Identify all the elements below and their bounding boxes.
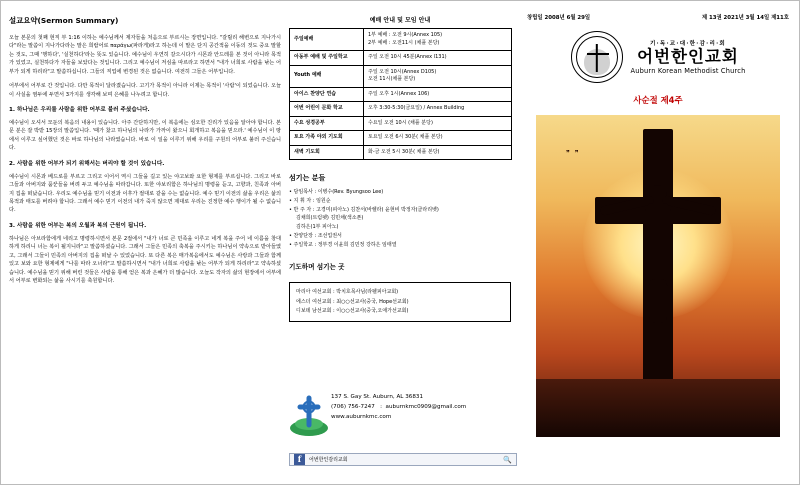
schedule-label: 수요 성경공부 [290, 116, 364, 131]
schedule-value [364, 29, 512, 51]
sermon-paragraph: 예수님이 시몬과 베드로를 부르고 그리고 이어서 역시 그들을 길고 있는 야고보와 요한 형제를 부르십니다. 그리고 바로 그들과 아버지와 품꾼들을 버려 두고 예수님을 따라갑니다. 또한 야보리함은 하나님의 명령을 듣고, 고향과, 친족과 아버지 집을 떠났습니다. 우리도 예수님을 믿기 이전과 이후가 절대로 같을 수는 없습니다. 예수 믿기 이전의 삶을 우리은 삶의 목적과 태도를 버려야 합니다. 그래서 예수 믿기 이전의 내가 죽지 않으면 제대로 우리는 진정한 예수 행이가 될 수 없습니다. [9, 173, 281, 214]
sermon-point-2: 2. 사람을 위한 어부가 되기 위해서는 버리야 할 것이 있습니다. [9, 160, 165, 167]
schedule-line: 2부 예배 : 오전11시 (채플 본당) [368, 39, 440, 46]
sermon-point-1: 1. 하나님은 우리를 사람을 위한 어부로 불러 주셨습니다. [9, 106, 150, 113]
list-item: 에스더 여선교회 : 최○○선교사(중국, Hope선교회) [296, 298, 409, 305]
issue-meta [525, 13, 791, 21]
schedule-line: 오전 11시(채플 본당) [368, 76, 416, 82]
schedule-value: 오후 3:30-5:30(금요일) / Annex Building [364, 102, 512, 117]
schedule-value [364, 65, 512, 87]
schedule-value: 주일 오전 10시 45분(Annex l131) [364, 51, 512, 66]
church-name-english: Auburn Korean Methodist Church [630, 67, 746, 76]
list-item: • 지 휘 자 : 임원순 [289, 197, 331, 204]
schedule-label: 새벽 기도회 [290, 145, 364, 160]
schedule-label: Youth 예배 [290, 65, 364, 87]
schedule-label: 아이스 찬양단 연습 [290, 87, 364, 102]
schedule-header: 예배 안내 및 모임 안내 [369, 17, 431, 24]
schedule-value: 주일 오후 1시(Annex 106) [364, 87, 512, 102]
table-row [290, 145, 512, 160]
table-row [290, 51, 512, 66]
church-contact-block [289, 393, 517, 422]
list-item: • 반 주 자 : 고경미(피아노) 김찬서(바렐라) 윤현비 박정자(클라리벳) [289, 206, 439, 213]
facebook-bar[interactable] [289, 453, 517, 466]
list-item: 김채희(트럼펫) 김민채(색소폰) [296, 215, 364, 222]
list-item: • 찬양단장 : 조선업권서 [289, 232, 342, 239]
table-row [290, 102, 512, 117]
schedule-value: 토요일 오전 6시 30분( 채플 본당) [364, 131, 512, 146]
table-row [290, 65, 512, 87]
search-icon[interactable]: 🔍 [503, 455, 512, 464]
table-row [290, 29, 512, 51]
church-name-korean: 어번한인교회 [637, 46, 739, 66]
list-item: 김하은(1부 피아노) [296, 224, 339, 230]
church-logo-icon [289, 395, 329, 437]
church-email[interactable]: auburnkmc0909@gmail.com [385, 403, 467, 410]
schedule-label: 토요 가족 야외 기도회 [290, 131, 364, 146]
church-phone: (706) 756-7247 [331, 403, 375, 410]
schedule-line: 주일 오전 10시(Annex D105) [368, 68, 437, 75]
sermon-summary-column [9, 15, 281, 473]
schedule-label: 어번 어린이 문화 학교 [290, 102, 364, 117]
schedule-label: 아동부 예배 및 주일학교 [290, 51, 364, 66]
list-item: • 주일학교 : 정부경 이윤희 김민정 강하은 임태열 [289, 241, 397, 248]
prayer-title: 기도하며 섬기는 곳 [289, 263, 345, 272]
cross-and-flame-icon [571, 31, 623, 83]
sermon-paragraph: 예수님이 오셔서 모둔의 복음의 내용이 있습니다. 아주 간단하지만, 이 복음에는 심오한 진리가 있음을 알아야 합니다. 본문 분은 잘 박받 15장의 말씀입니다. '때가 찼고 하나님의 나라가 가까이 왔으니 회개하고 복음을 믿으라.' 예수님이 이 땅에서 이루고 싶어했던 것은 바로 하나님의 나라였습니다. 바로 이 일을 이루기 위해 우리를 구원의 어부로 불러 주신습니다. [9, 119, 281, 152]
schedule-line: 1부 예배 : 오전 9시(Annex 105) [368, 32, 443, 38]
list-item: • 담임목사 : 이병수(Rev. Byungsoo Lee) [289, 189, 384, 195]
facebook-icon: f [294, 454, 305, 465]
list-item: 마리아 여선교회 : 박치호목사님(라펠피아교회) [296, 289, 399, 296]
church-masthead [525, 31, 791, 83]
list-item: 디보데 남선교회 : 이○○선교사(중국,오애가선교회) [296, 307, 409, 314]
church-website[interactable]: www.auburnkmc.com [331, 413, 392, 420]
table-row [290, 116, 512, 131]
schedule-column [289, 15, 511, 322]
facebook-page-label: 어번한인감리교회 [309, 457, 348, 463]
church-phone-email: (706) 756-7247 : auburnkmc0909@gmail.com [331, 403, 467, 410]
schedule-value: 수요일 오전 10시 (채플 분당) [364, 116, 512, 131]
denomination-label: 기·독·교·대·한·감·리·회 [649, 40, 727, 47]
schedule-table [289, 28, 512, 160]
founded-date: 창립일 2008년 6월 29일 [527, 15, 591, 21]
masthead-column [525, 13, 791, 437]
schedule-label: 주일예배 [290, 29, 364, 51]
church-address: 137 S. Gay St. Auburn, AL 36831 [331, 394, 423, 400]
table-row [290, 87, 512, 102]
church-address-lines [331, 393, 517, 422]
church-name-block [631, 39, 746, 76]
prayer-list [289, 282, 511, 322]
sermon-paragraph: 하나님은 아브라함에게 네리고 명령하시면서 본문 2절에서 "내가 너로 큰 민족을 이루고 네게 복을 주어 네 이름을 창대하게 하리니 너는 복이 될지니라"고 말씀하셨습니다. 그래서 그들은 민족의 축복을 주시키는 하나님이 약속으로 받아들였고, 그래서 그들이 민족의 아버지의 집을 떠날 수 있었습니다. 또 다른 복은 매가복음에서도 예수님은 사랑과 그들과 함께 있고 보와 요한 형제에게 "나를 따라 오너라"고 말씀하시면서 "내가 너희로 사람을 낚는 어부가 되게 하리라"고 약속하셨습니다. 예수님을 믿기 위해 버린 것들은 사람을 통해 얻은 복과 은혜가 더 많습니다. 오늘도 작자의 삶의 현장에서 어부에서 어부로 변화되는 삶을 사시기를 축원합니다. [9, 235, 281, 284]
issue-number: 제 13권 2021년 3월 14일 제11호 [701, 15, 789, 21]
sermon-point-3: 3. 사람을 위한 어부는 복의 오월과 복의 근원이 됩니다. [9, 222, 147, 229]
table-row [290, 131, 512, 146]
liturgical-season: 사순절 제4주 [633, 95, 683, 105]
staff-list [289, 188, 511, 249]
sermon-summary-title: 설교요약(Sermon Summary) [9, 16, 119, 25]
cover-photo-crucifix-sunset: ❞❞ [536, 115, 780, 437]
sermon-paragraph: 오늘 본문의 첫째 현직 부 1:16 이하는 예수님께서 제자들을 처음으로 부르시는 장면입니다. "갈릴리 해변으로 지나가시다"라는 말씀이 지나가다라는 말은 희랍어로 παράγω(파라게)라고 하는데 이 말은 단지 공간적을 이동의 것도 중요 말할는 것도, 그때 '행하다', '실천하다'라는 뜻도 있습니다. 예수님이 우연히 갈으시다가 시몬과 안드레를 본 것이 아니라 목적가 있었고, 실천하다가 자들을 보았다는 것입니다. 그리고 예수님이 저심을 따르라고 하면서 "내가 너희로 사람을 낚는 어부가 되게 하리라"고 말씀하십니다. 그들의 직업에 변경된 것은 없습니다. 여전히 그들은 어부입니다. [9, 34, 281, 75]
staff-title: 섬기는 분들 [289, 174, 326, 182]
schedule-value: 화-금 오전 5시 30분( 채플 본당) [364, 145, 512, 160]
sermon-paragraph: 어부에서 어부로 간 것입니다. 다만 목적이 달라졌습니다. 고기가 목적이 아니라 이제는 목적이 '사람'이 되었습니다. 오늘 이 사실을 염두에 두면서 3가지를 생각해 보며 은혜를 나누려고 합니다. [9, 83, 281, 98]
